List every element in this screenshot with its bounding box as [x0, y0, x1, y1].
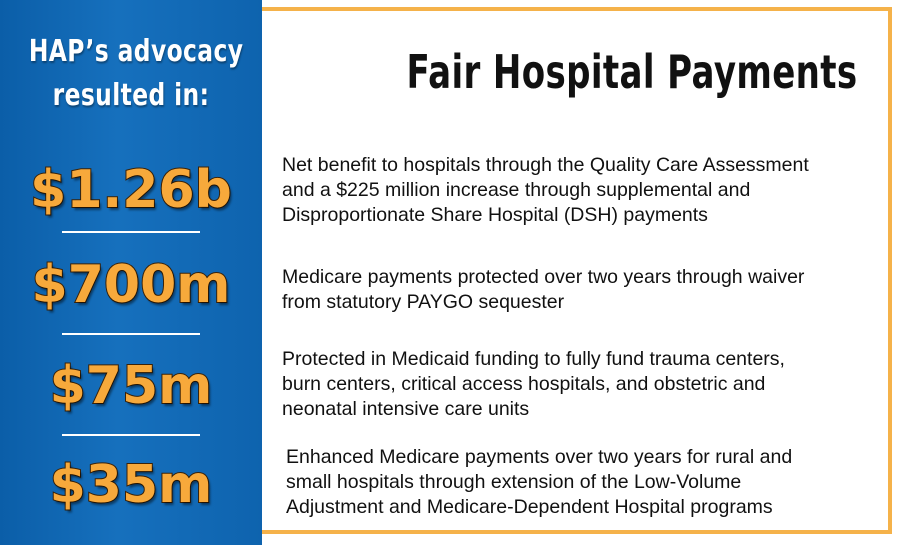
benefit-description-4	[286, 445, 876, 520]
amount-1: $1.26b	[30, 160, 232, 220]
description-line: small hospitals through extension of the Low-Volume	[286, 471, 742, 493]
amount-2: $700m	[31, 255, 231, 315]
divider	[62, 333, 200, 335]
page-title: Fair Hospital Payments	[406, 45, 858, 99]
description-line: Net benefit to hospitals through the Quality Care Assessment	[282, 154, 809, 176]
benefit-description-1	[282, 153, 872, 228]
description-line: burn centers, critical access hospitals, and obstetric and	[282, 373, 766, 395]
description-line: Enhanced Medicare payments over two years for rural and	[286, 446, 793, 468]
divider	[62, 231, 200, 233]
content-panel	[262, 7, 892, 534]
description-line: Medicare payments protected over two years through waiver	[282, 266, 805, 288]
description-line: Adjustment and Medicare-Dependent Hospital programs	[286, 496, 773, 518]
description-line: and a $225 million increase through supplemental and	[282, 179, 751, 201]
benefit-description-3	[282, 347, 872, 422]
sidebar-heading-line: HAP’s advocacy	[28, 34, 244, 69]
benefit-description-2	[282, 265, 872, 315]
sidebar-heading-line: resulted in:	[52, 78, 210, 113]
description-line: from statutory PAYGO sequester	[282, 291, 565, 313]
amount-4: $35m	[49, 455, 213, 515]
sidebar-panel	[0, 0, 262, 545]
description-line: neonatal intensive care units	[282, 398, 530, 420]
sidebar-heading	[28, 30, 244, 118]
description-line: Protected in Medicaid funding to fully fund trauma centers,	[282, 348, 785, 370]
amount-3: $75m	[49, 356, 213, 416]
description-line: Disproportionate Share Hospital (DSH) payments	[282, 204, 708, 226]
divider	[62, 434, 200, 436]
